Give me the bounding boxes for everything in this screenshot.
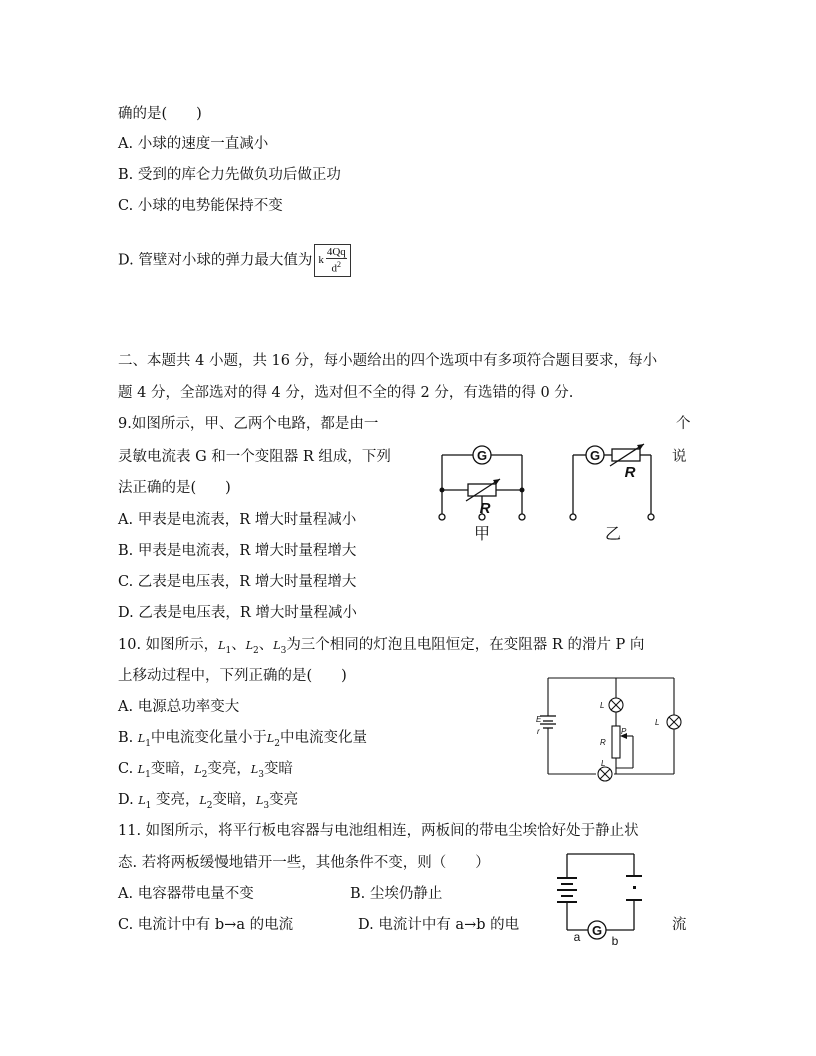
q11-option-c: C. 电流计中有 b→a 的电流 — [118, 917, 294, 933]
q11-option-d: D. 电流计中有 a→b 的电 — [358, 917, 520, 933]
q10-line1 — [118, 635, 644, 661]
q10-fig-P: P — [621, 727, 627, 736]
q9-resistor-label-right: R — [624, 464, 636, 481]
q9-label-yi: 乙 — [604, 524, 622, 543]
q9-label-jia: 甲 — [473, 524, 491, 543]
q8-option-b: B. 受到的库仑力先做负功后做正功 — [118, 167, 341, 183]
q10-optc-l2: L — [194, 763, 202, 776]
q10-optd-l3-sub: 3 — [263, 800, 270, 811]
q11-option-a: A. 电容器带电量不变 — [118, 886, 254, 902]
q8-formula — [314, 244, 350, 277]
q10-circuit-figure — [530, 672, 680, 782]
q10-optb-end: 中电流变化量 — [279, 730, 367, 746]
q10-line1-suffix: 为三个相同的灯泡且电阻恒定，在变阻器 R 的滑片 P 向 — [286, 637, 645, 653]
formula-numerator: 4Qq — [326, 246, 346, 258]
q10-l3-sub: 3 — [280, 645, 287, 656]
q10-fig-R: R — [600, 738, 606, 747]
section2-line2: 题 4 分，全部选对的得 4 分，选对但不全的得 2 分，有选错的得 0 分. — [118, 385, 574, 401]
q10-optd-prefix: D. — [118, 792, 139, 808]
formula-power: 2 — [337, 260, 342, 269]
q10-optd-c: 变暗， — [212, 792, 257, 808]
q11-fig-b: b — [611, 934, 619, 948]
q10-optc-l3: L — [250, 763, 259, 776]
q10-l1: L — [218, 639, 226, 652]
q10-line1-prefix: 10. 如图所示， — [118, 637, 219, 653]
q10-option-b — [118, 728, 367, 754]
q10-fig-r: r — [537, 727, 540, 736]
q9-option-b: B. 甲表是电流表，R 增大时量程增大 — [118, 543, 357, 559]
q10-optd-l1-sub: 1 — [145, 800, 152, 811]
q8-option-c: C. 小球的电势能保持不变 — [118, 198, 283, 214]
q9-line1-tail: 个 — [676, 416, 691, 432]
section2-line1: 二、本题共 4 小题，共 16 分，每小题给出的四个选项中有多项符合题目要求，每小 — [118, 353, 658, 369]
q8-option-d — [118, 244, 351, 277]
q10-optd-d: 变亮 — [269, 792, 299, 808]
q10-optc-l2-sub: 2 — [201, 769, 208, 780]
q11-meter-g: G — [591, 923, 603, 938]
q10-optc-prefix: C. — [118, 761, 138, 777]
q10-optb-mid: 中电流变化量小于 — [150, 730, 267, 746]
q10-optd-l1: L — [138, 794, 146, 807]
q10-optc-l3-sub: 3 — [258, 769, 264, 780]
q9-option-c: C. 乙表是电压表，R 增大时量程增大 — [118, 574, 357, 590]
q11-fig-a: a — [573, 930, 581, 944]
q10-sep1: 、 — [231, 637, 246, 653]
q9-meter-g-right: G — [589, 448, 601, 463]
q11-option-d-tail: 流 — [672, 917, 687, 933]
q9-resistor-label-left: R — [479, 500, 491, 517]
q8-stem-end: 确的是( ) — [118, 106, 202, 122]
q11-option-b: B. 尘埃仍静止 — [350, 886, 443, 902]
q9-option-d: D. 乙表是电压表，R 增大时量程减小 — [118, 605, 357, 621]
q11-line1: 11. 如图所示，将平行板电容器与电池组相连，两板间的带电尘埃恰好处于静止状 — [118, 823, 639, 839]
q10-optb-l1-sub: 1 — [145, 738, 151, 749]
q10-option-d — [118, 790, 298, 816]
q10-sep2: 、 — [258, 637, 274, 653]
q10-optb-l1: L — [137, 732, 146, 745]
q9-line2: 灵敏电流表 G 和一个变阻器 R 组成，下列 — [118, 449, 391, 465]
q10-optc-l1-sub: 1 — [145, 769, 151, 780]
q10-option-c — [118, 759, 293, 785]
q10-l2: L — [245, 639, 254, 652]
q10-l2-sub: 2 — [253, 645, 259, 656]
q9-line1: 9.如图所示，甲、乙两个电路，都是由一 — [118, 416, 379, 432]
q10-l3: L — [273, 639, 281, 652]
q10-optc-c: 变亮， — [207, 761, 251, 777]
q10-optd-l3: L — [256, 794, 264, 807]
q10-optd-b: 变亮， — [151, 792, 200, 808]
q8-option-a: A. 小球的速度一直减小 — [118, 136, 269, 152]
q10-optb-prefix: B. — [118, 730, 138, 746]
q10-line2: 上移动过程中，下列正确的是( ) — [118, 668, 347, 684]
q10-optb-l2: L — [266, 732, 275, 745]
q10-optd-l2: L — [199, 794, 207, 807]
q10-fig-e: E — [536, 715, 542, 724]
q10-option-a: A. 电源总功率变大 — [118, 699, 240, 715]
q9-option-a: A. 甲表是电流表，R 增大时量程减小 — [118, 512, 357, 528]
q10-optd-l2-sub: 2 — [206, 800, 213, 811]
q10-optb-l2-sub: 2 — [274, 738, 280, 749]
q10-optc-b: 变暗， — [150, 761, 195, 777]
q10-l1-sub: 1 — [225, 645, 232, 656]
q9-line2-tail: 说 — [672, 449, 687, 465]
q9-meter-g-left: G — [476, 448, 488, 463]
q11-circuit-figure — [548, 848, 658, 948]
formula-k: k — [318, 254, 324, 267]
q9-circuit-figure — [430, 435, 670, 550]
q9-line3: 法正确的是( ) — [118, 480, 231, 496]
formula-denominator: d — [331, 262, 338, 275]
q10-optc-l1: L — [137, 763, 146, 776]
q11-line2: 态. 若将两板缓慢地错开一些，其他条件不变，则（ ） — [118, 855, 490, 871]
q10-fig-L3: L — [601, 759, 606, 768]
q8-option-d-text: D. 管壁对小球的弹力最大值为 — [118, 252, 313, 269]
q10-fig-L2: L — [655, 718, 660, 727]
q10-optc-d: 变暗 — [263, 761, 293, 777]
q10-fig-L1: L — [600, 701, 605, 710]
